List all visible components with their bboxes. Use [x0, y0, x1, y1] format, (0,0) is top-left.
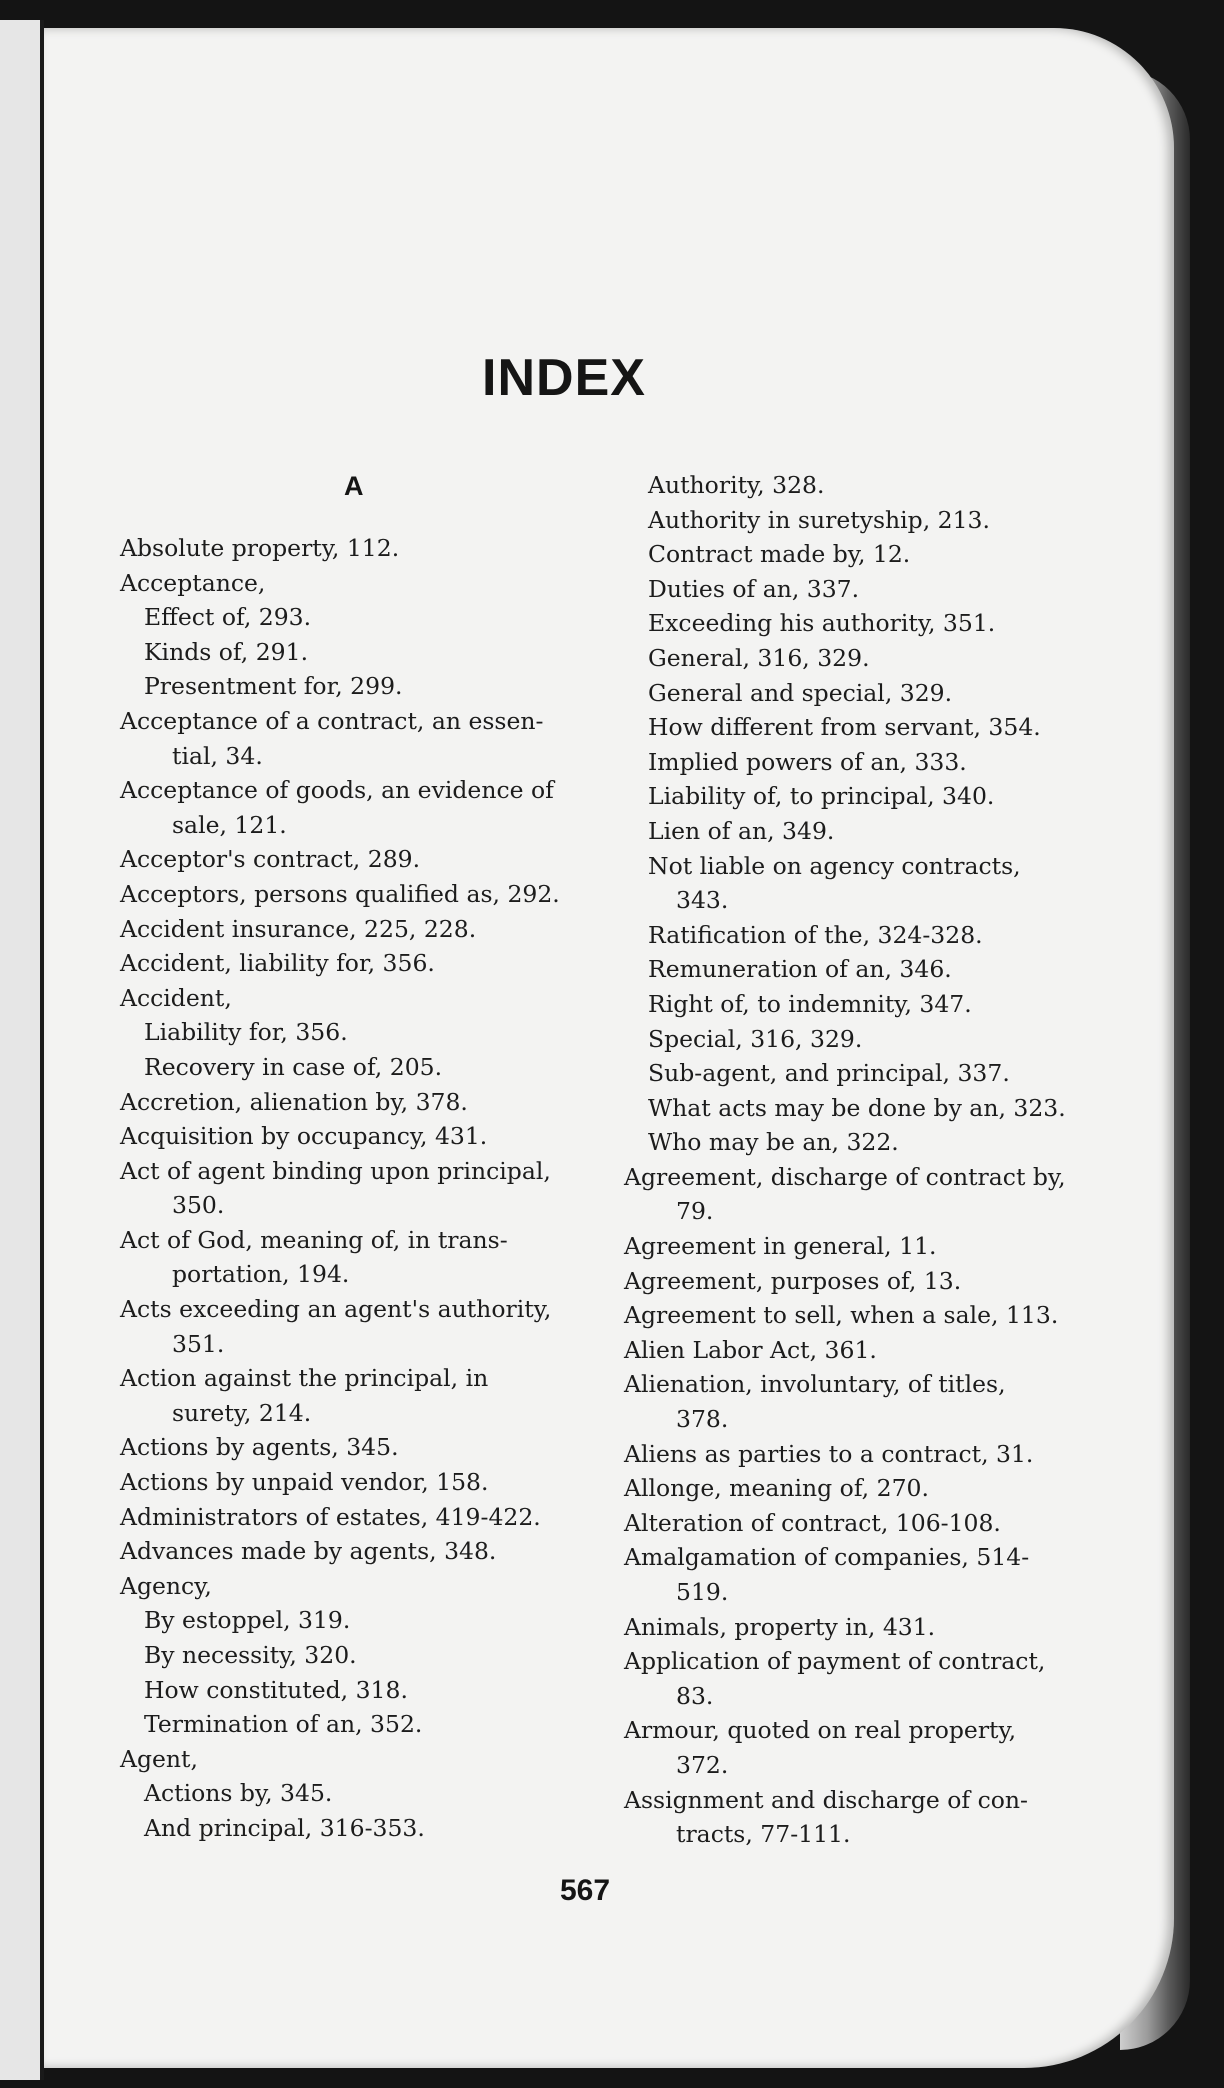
index-column-right: [624, 468, 1084, 1852]
index-entry: Remuneration of an, 346.: [648, 955, 952, 984]
index-entry: surety, 214.: [172, 1398, 312, 1427]
index-entry: Acceptor's contract, 289.: [120, 845, 421, 874]
index-entry: 83.: [676, 1681, 714, 1710]
index-entry: Act of agent binding upon principal,: [120, 1156, 551, 1185]
index-entry: Accident insurance, 225, 228.: [120, 914, 477, 943]
index-entry: 519.: [676, 1578, 729, 1606]
index-entry: Acceptors, persons qualified as, 292.: [120, 879, 560, 908]
index-entry: Act of God, meaning of, in trans-: [120, 1225, 508, 1254]
index-entry: By necessity, 320.: [144, 1641, 357, 1669]
index-entry: Duties of an, 337.: [648, 574, 860, 603]
index-entry: Armour, quoted on real property,: [624, 1716, 1017, 1745]
index-entry: Acts exceeding an agent's authority,: [120, 1295, 552, 1324]
section-letter: A: [344, 471, 364, 501]
index-entry: Actions by agents, 345.: [120, 1433, 399, 1462]
index-entry: Alienation, involuntary, of titles,: [624, 1370, 1006, 1399]
index-entry: 378.: [676, 1405, 729, 1434]
index-entry: 350.: [172, 1191, 225, 1220]
index-entry: Acquisition by occupancy, 431.: [120, 1122, 488, 1151]
index-entry: Animals, property in, 431.: [624, 1612, 936, 1641]
index-entry: Alien Labor Act, 361.: [624, 1335, 877, 1364]
page-number: 567: [560, 1874, 611, 1907]
index-entry: Implied powers of an, 333.: [648, 747, 967, 776]
index-entry: Recovery in case of, 205.: [144, 1052, 443, 1081]
index-entry: Authority in suretyship, 213.: [648, 505, 990, 534]
index-entry: Accident,: [120, 983, 232, 1012]
page-title: INDEX: [482, 349, 646, 407]
index-entry: Authority, 328.: [648, 471, 825, 499]
index-entry: Agreement, discharge of contract by,: [624, 1162, 1066, 1191]
index-entry: Sub-agent, and principal, 337.: [648, 1059, 1010, 1088]
index-entry: Presentment for, 299.: [144, 672, 403, 701]
index-entry: Contract made by, 12.: [648, 540, 911, 569]
index-entry: General, 316, 329.: [648, 643, 870, 672]
index-entry: Agreement to sell, when a sale, 113.: [624, 1301, 1059, 1330]
index-entry: sale, 121.: [172, 810, 287, 839]
index-entry: Action against the principal, in: [120, 1364, 489, 1393]
index-entry: Agreement in general, 11.: [624, 1232, 937, 1261]
index-entry: Agreement, purposes of, 13.: [624, 1266, 962, 1295]
index-entry: 343.: [676, 886, 729, 915]
index-entry: Lien of an, 349.: [648, 816, 835, 845]
index-entry: Acceptance,: [120, 568, 266, 597]
index-entry: Absolute property, 112.: [120, 534, 400, 562]
index-column-left: [120, 531, 590, 1846]
index-entry: Application of payment of contract,: [624, 1647, 1046, 1676]
index-entry: Special, 316, 329.: [648, 1024, 863, 1053]
index-entry: Actions by, 345.: [144, 1779, 333, 1808]
adjacent-page-edge: [0, 20, 44, 2080]
index-entry: Liability of, to principal, 340.: [648, 782, 995, 811]
index-entry: General and special, 329.: [648, 678, 953, 707]
index-entry: Accident, liability for, 356.: [120, 949, 435, 978]
index-entry: How constituted, 318.: [144, 1675, 408, 1704]
index-entry: How different from servant, 354.: [648, 713, 1041, 742]
index-entry: Assignment and discharge of con-: [624, 1785, 1028, 1814]
index-entry: Advances made by agents, 348.: [120, 1537, 497, 1566]
index-entry: Ratification of the, 324-328.: [648, 920, 983, 949]
index-entry: What acts may be done by an, 323.: [648, 1093, 1066, 1122]
index-entry: Administrators of estates, 419-422.: [120, 1502, 541, 1531]
index-entry: Alteration of contract, 106-108.: [624, 1508, 1001, 1537]
index-entry: Liability for, 356.: [144, 1018, 348, 1047]
index-entry: Exceeding his authority, 351.: [648, 609, 996, 638]
index-entry: Not liable on agency contracts,: [648, 851, 1021, 880]
index-entry: Aliens as parties to a contract, 31.: [624, 1439, 1034, 1468]
index-entry: Amalgamation of companies, 514-: [624, 1543, 1030, 1572]
index-entry: tial, 34.: [172, 741, 263, 770]
index-entry: Kinds of, 291.: [144, 637, 309, 666]
index-entry: Acceptance of a contract, an essen-: [120, 706, 544, 735]
index-entry: 372.: [676, 1750, 729, 1779]
index-entry: Agent,: [120, 1744, 198, 1773]
index-entry: Termination of an, 352.: [144, 1710, 423, 1739]
index-entry: Who may be an, 322.: [648, 1128, 899, 1157]
index-page: [44, 28, 1174, 2068]
index-entry: And principal, 316-353.: [144, 1813, 425, 1842]
index-entry: tracts, 77-111.: [676, 1820, 851, 1849]
index-entry: 351.: [172, 1329, 225, 1358]
index-entry: Effect of, 293.: [144, 603, 312, 632]
index-entry: Right of, to indemnity, 347.: [648, 989, 972, 1018]
index-entry: Acceptance of goods, an evidence of: [120, 776, 554, 805]
index-entry: Accretion, alienation by, 378.: [120, 1087, 468, 1116]
index-entry: Allonge, meaning of, 270.: [624, 1474, 929, 1503]
index-entry: Agency,: [120, 1571, 212, 1600]
index-entry: Actions by unpaid vendor, 158.: [120, 1468, 489, 1497]
index-entry: portation, 194.: [172, 1260, 350, 1289]
index-entry: By estoppel, 319.: [144, 1606, 351, 1635]
index-entry: 79.: [676, 1197, 714, 1226]
